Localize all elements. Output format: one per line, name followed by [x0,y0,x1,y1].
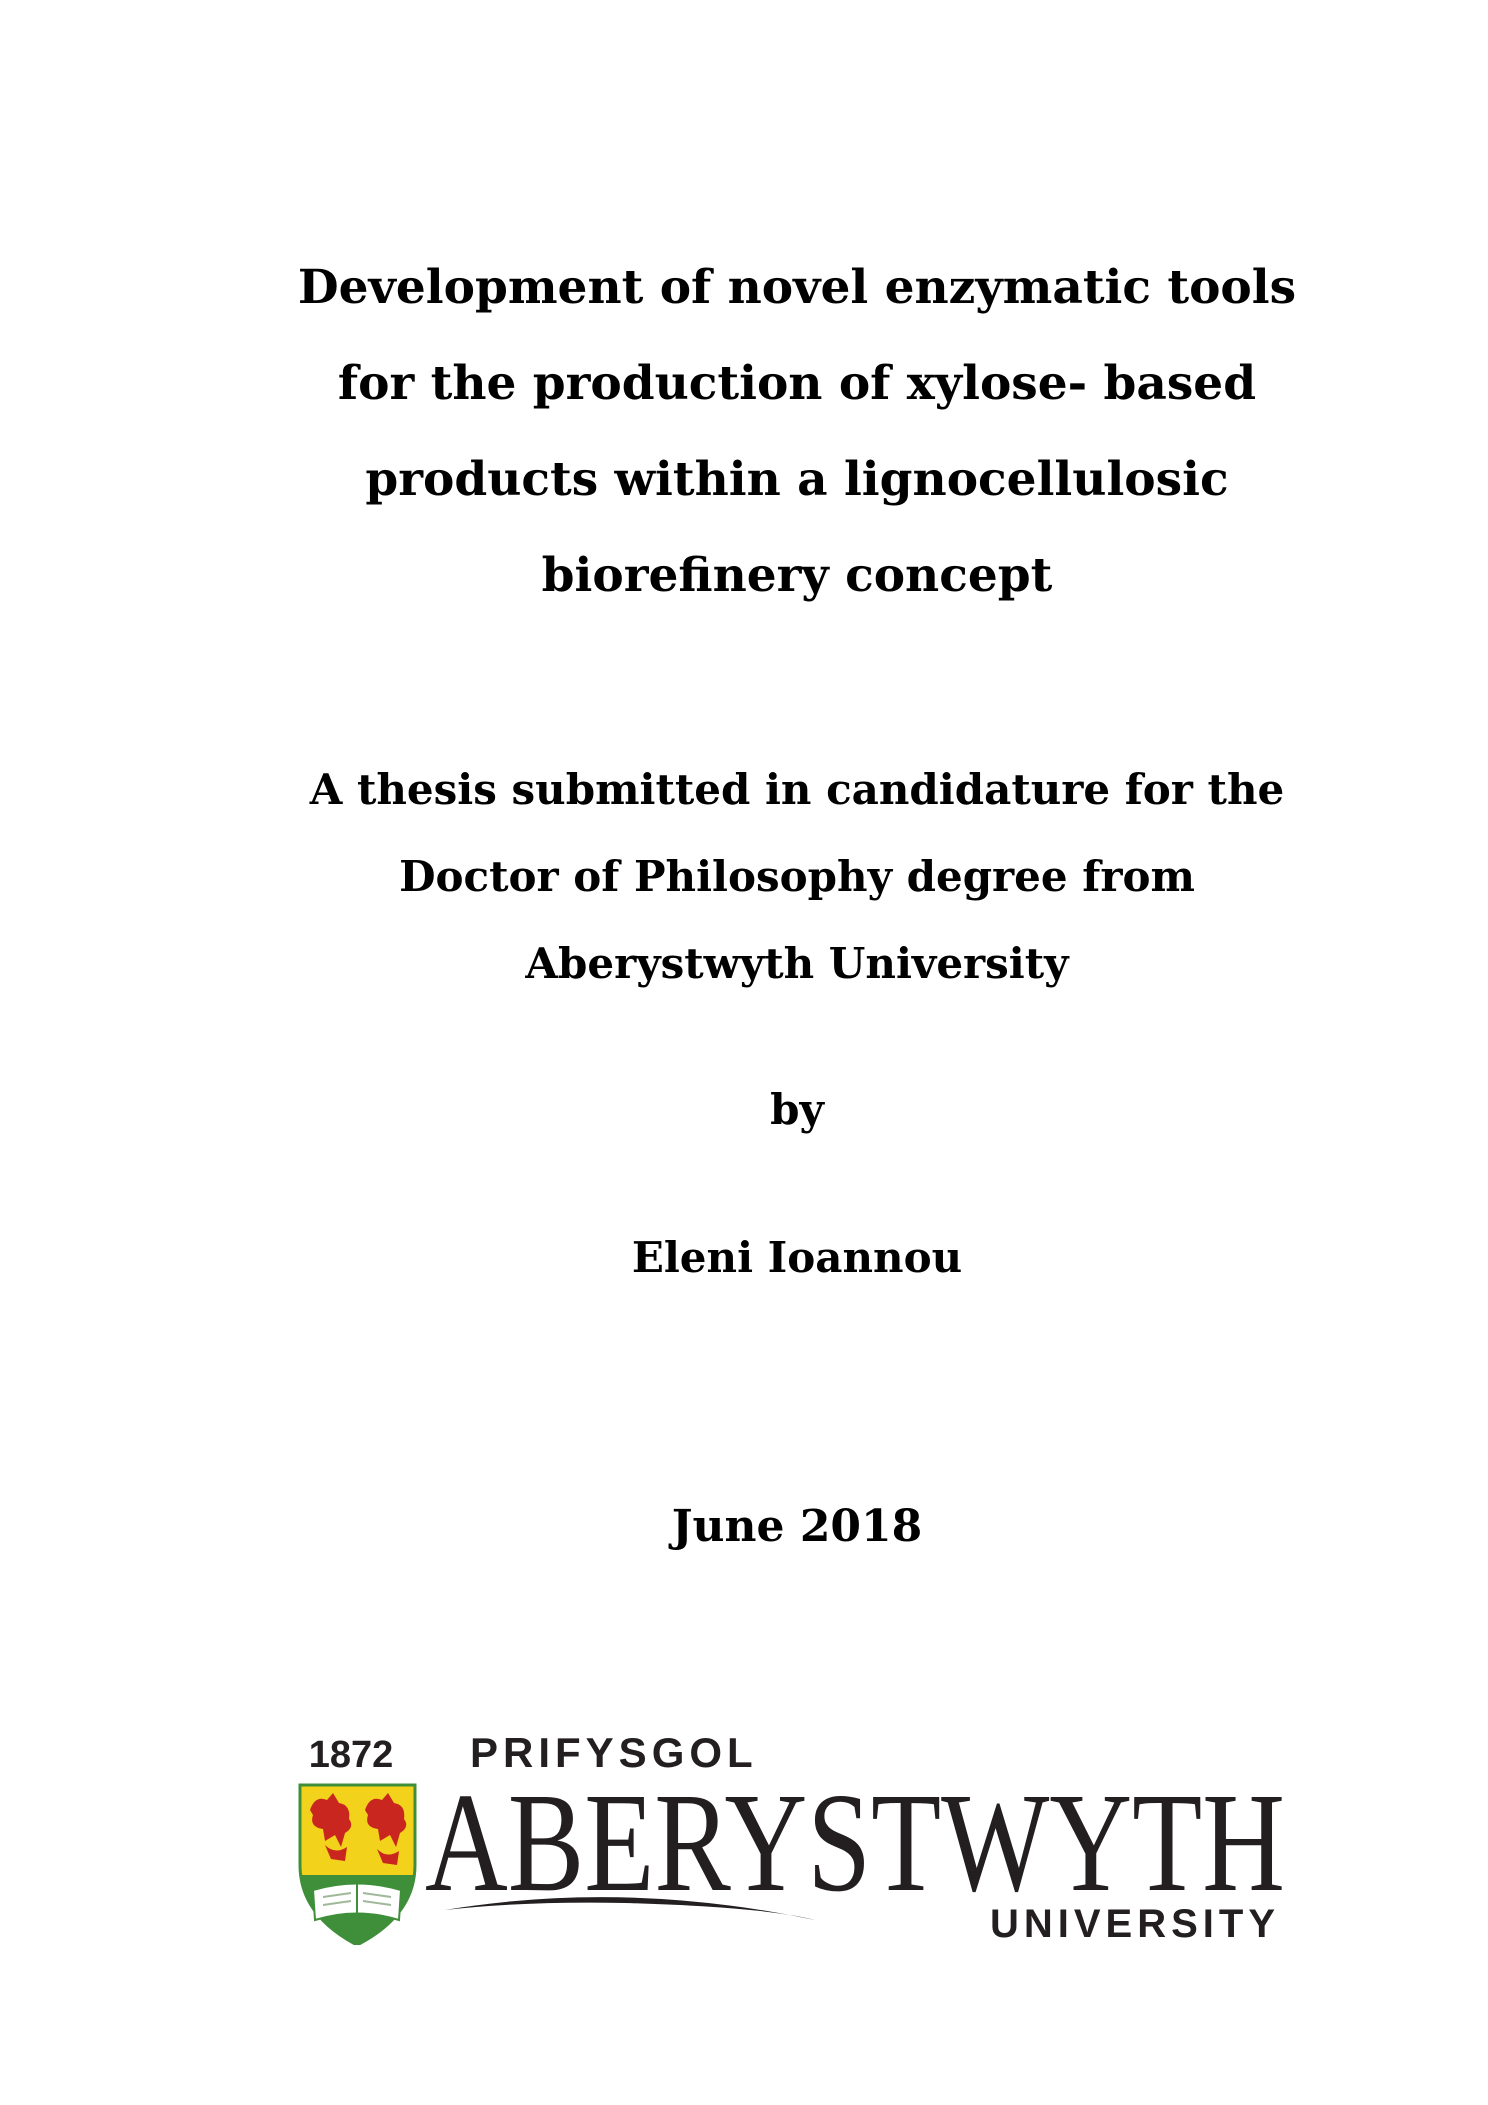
university-logo [295,1715,1295,1945]
submission-statement [260,746,1334,1007]
submission-date: June 2018 [671,1501,923,1552]
title-line-2: for the production of xylose- based [337,356,1257,411]
title-line-4: biorefinery concept [541,548,1053,603]
submission-line-3: Aberystwyth University [525,939,1069,988]
logo-wordmark: ABERYSTWYTH [425,1763,1285,1921]
submission-line-2: Doctor of Philosophy degree from [399,852,1195,901]
author-name: Eleni Ioannou [631,1233,963,1282]
thesis-title [260,240,1334,624]
title-line-1: Development of novel enzymatic tools [297,260,1297,315]
logo-year: 1872 [308,1734,394,1776]
by-label: by [770,1085,824,1134]
submission-line-1: A thesis submitted in candidature for the [309,765,1285,814]
logo-university: UNIVERSITY [989,1902,1280,1945]
title-line-3: products within a lignocellulosic [365,452,1229,507]
logo-prifysgol: PRIFYSGOL [470,1729,758,1776]
